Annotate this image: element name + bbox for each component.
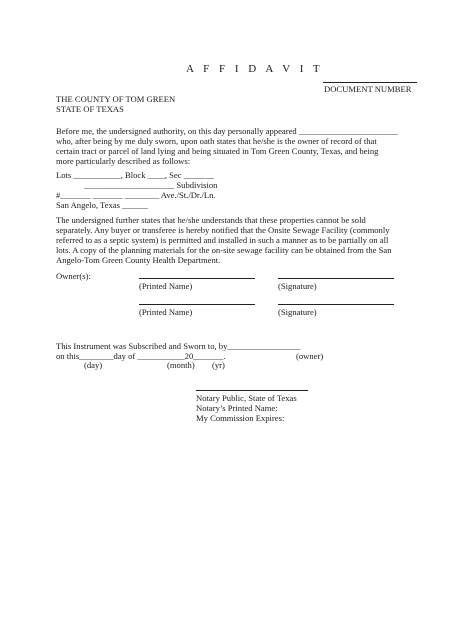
paragraph1-line-3: certain tract or parcel of land lying and being situated in Tom Green County, Texas, and being bbox=[56, 146, 379, 156]
paragraph2-line-1: The undersigned further states that he/she understands that these properties cannot be sold bbox=[56, 215, 366, 225]
printed-name-label-1: (Printed Name) bbox=[139, 281, 193, 291]
county-line: THE COUNTY OF TOM GREEN bbox=[56, 94, 176, 104]
paragraph1-line-1: Before me, the undersigned authority, on this day personally appeared _______________________ bbox=[56, 126, 398, 136]
printed-name-label-2: (Printed Name) bbox=[139, 307, 193, 317]
signature-line-1[interactable] bbox=[278, 278, 394, 279]
owners-label: Owner(s): bbox=[56, 271, 91, 281]
paragraph2-line-5: Angelo-Tom Green County Health Department. bbox=[56, 255, 221, 265]
paragraph2-line-3: referred to as a septic system) is permitted and installed in such a manner as to be partially on all bbox=[56, 235, 389, 245]
signature-label-2: (Signature) bbox=[278, 307, 317, 317]
lots-block-line[interactable]: Lots ___________, Block ____, Sec _______ bbox=[56, 170, 214, 180]
paragraph1-line-4: more particularly described as follows: bbox=[56, 156, 191, 166]
owner-label: (owner) bbox=[296, 351, 324, 361]
address-line[interactable]: #_______ _______ ________ Ave./St./Dr./Ln. bbox=[56, 190, 216, 200]
date-line[interactable]: on this________day of ___________20_______. bbox=[56, 351, 226, 361]
sworn-line[interactable]: This Instrument was Subscribed and Sworn to, by_________________ bbox=[56, 341, 301, 351]
city-line[interactable]: San Angelo, Texas ______ bbox=[56, 200, 148, 210]
notary-printed-name-label: Notary’s Printed Name: bbox=[196, 403, 278, 413]
state-line: STATE OF TEXAS bbox=[56, 104, 124, 114]
month-label: (month) bbox=[167, 360, 195, 370]
signature-label-1: (Signature) bbox=[278, 281, 317, 291]
subdivision-line[interactable]: _____________________ Subdivision bbox=[84, 180, 218, 190]
notary-public-label: Notary Public, State of Texas bbox=[196, 393, 297, 403]
printed-name-line-2[interactable] bbox=[139, 304, 255, 305]
paragraph2-line-4: lots. A copy of the planning materials for the on-site sewage facility can be obtained from the San bbox=[56, 245, 392, 255]
paragraph2-line-2: separately. Any buyer or transferee is hereby notified that the Onsite Sewage Facility (commonly bbox=[56, 225, 390, 235]
printed-name-line-1[interactable] bbox=[139, 278, 255, 279]
document-number-line bbox=[323, 82, 417, 83]
paragraph1-line-2: who, after being by me duly sworn, upon oath states that he/she is the owner of record of that bbox=[56, 136, 377, 146]
commission-expires-label: My Commission Expires: bbox=[196, 413, 285, 423]
document-number-label: DOCUMENT NUMBER bbox=[324, 84, 412, 94]
signature-line-2[interactable] bbox=[278, 304, 394, 305]
document-title: A F F I D A V I T bbox=[186, 63, 324, 75]
year-label: (yr) bbox=[212, 360, 225, 370]
day-label: (day) bbox=[84, 360, 103, 370]
notary-signature-line[interactable] bbox=[196, 390, 308, 391]
